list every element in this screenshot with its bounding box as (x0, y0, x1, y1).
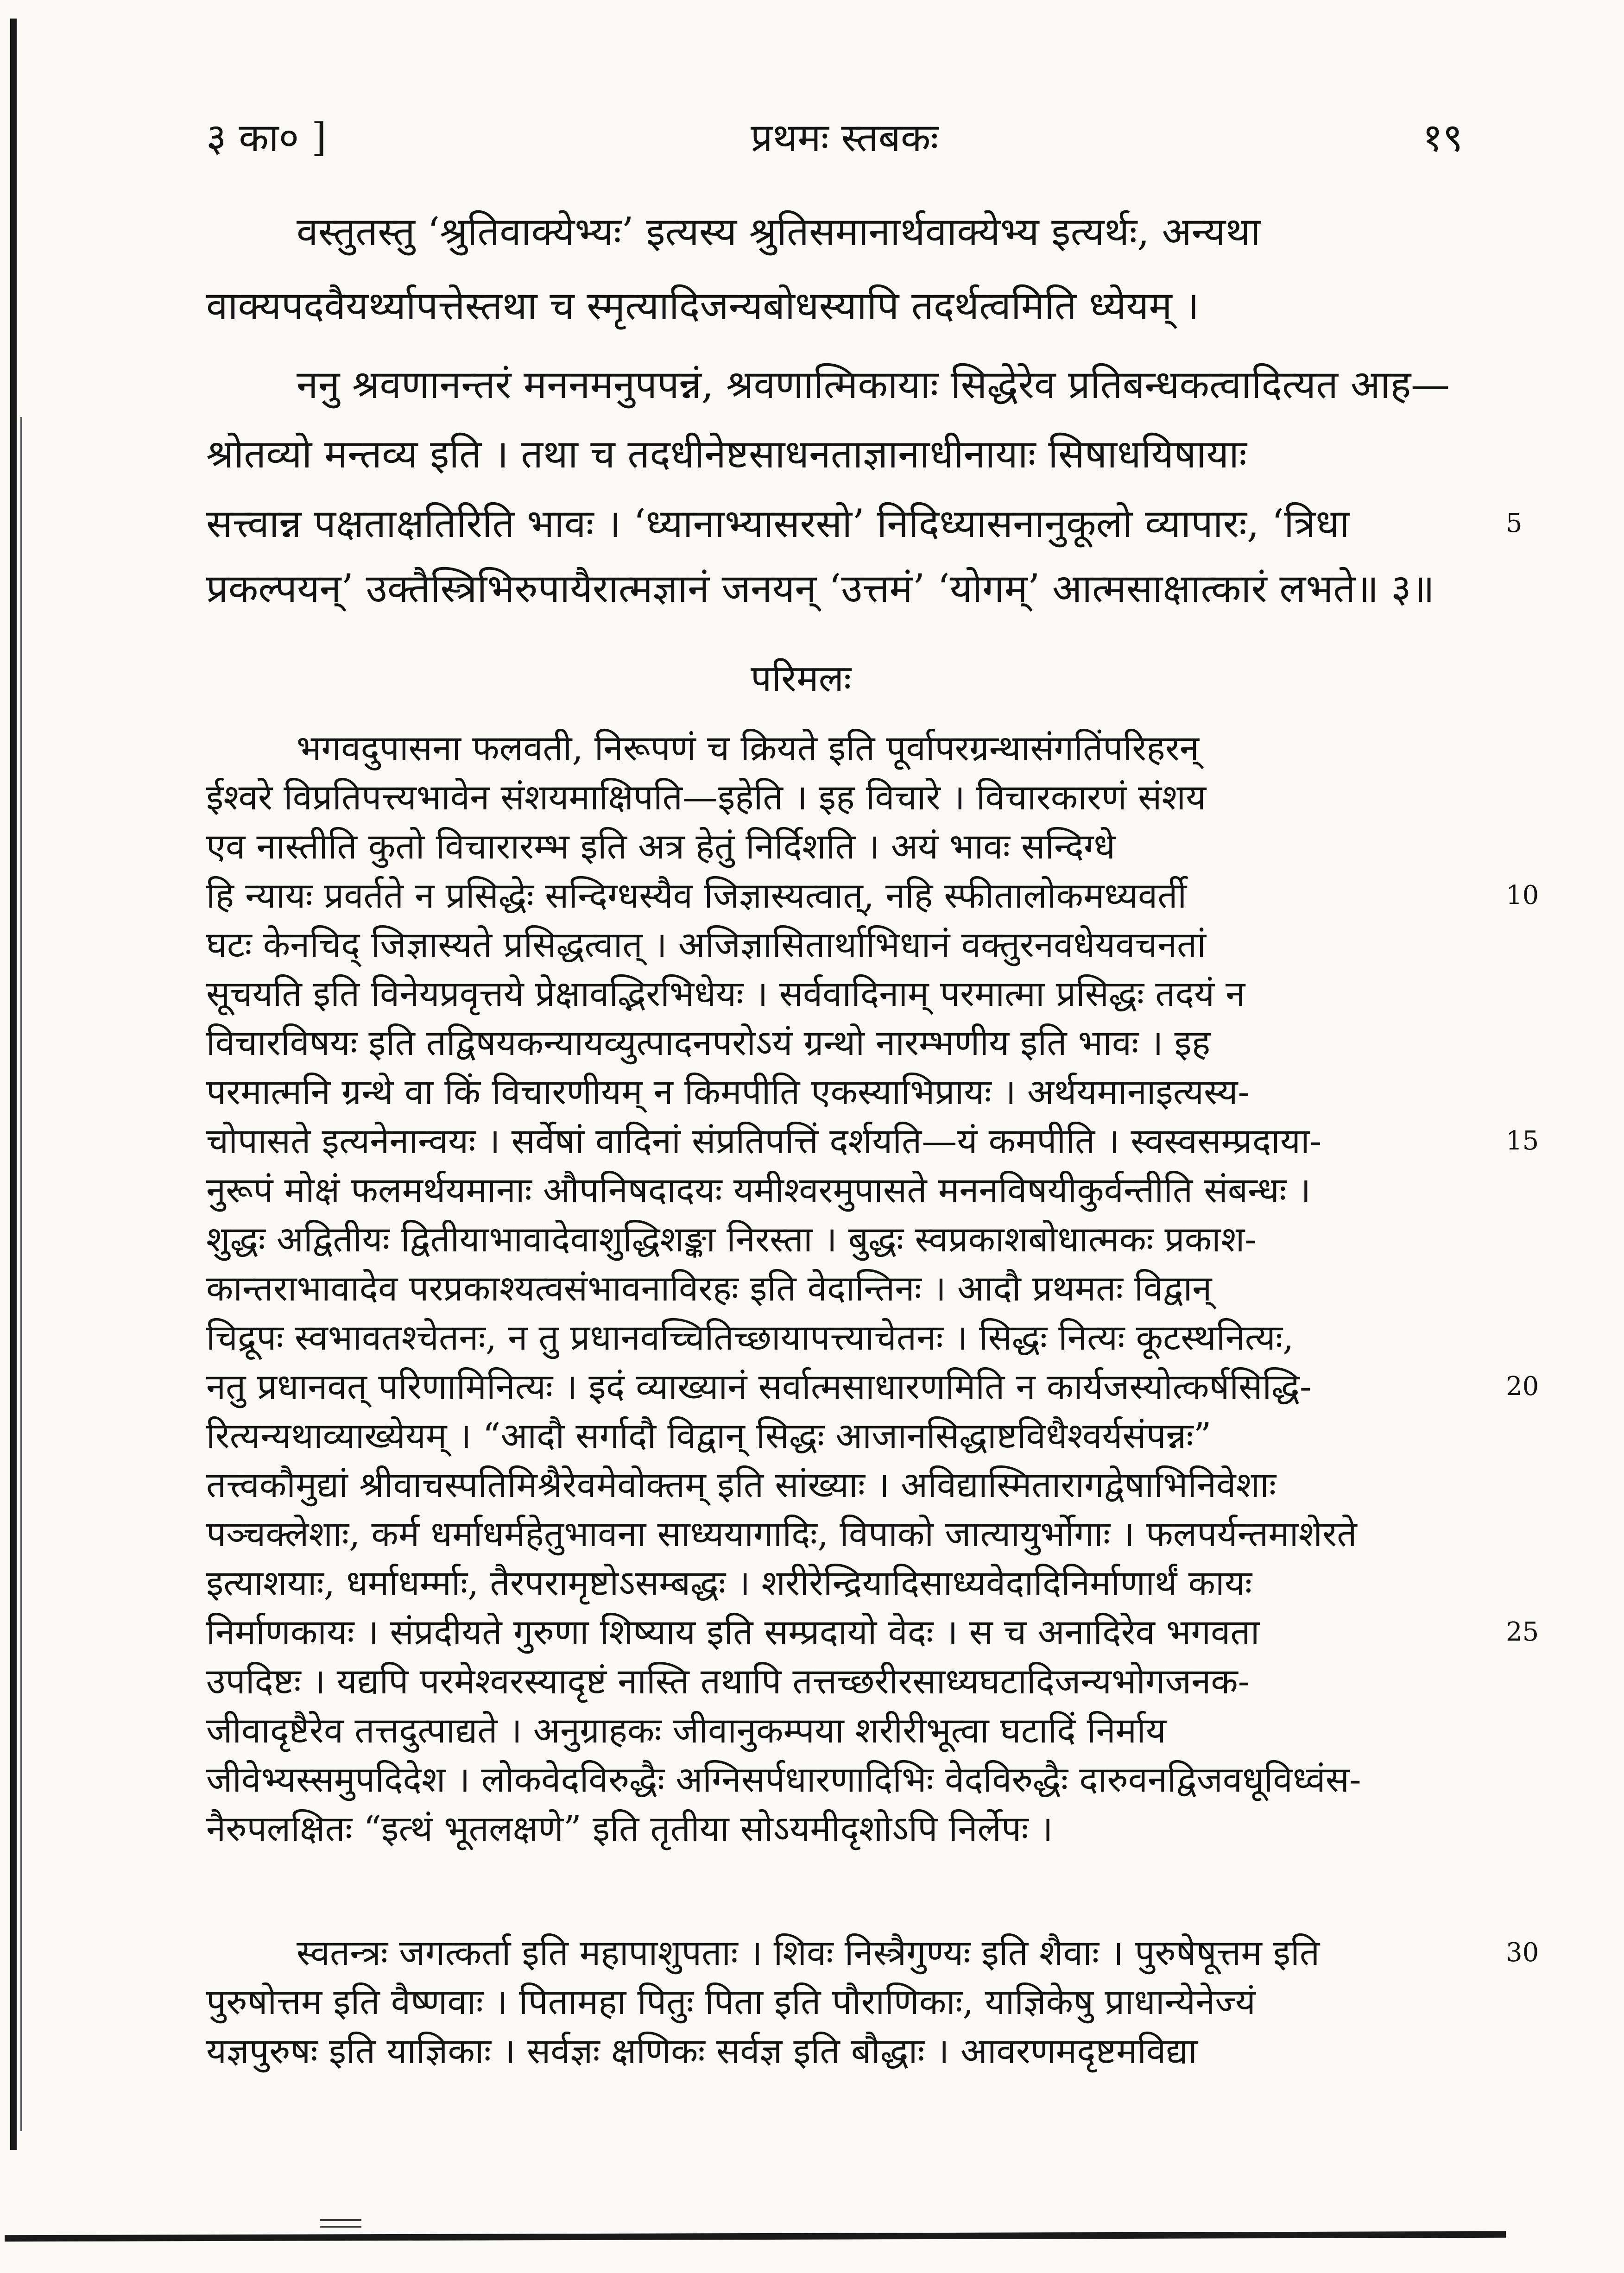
bottom-mark (320, 2226, 361, 2228)
margin-line-number: 15 (1506, 1126, 1539, 1156)
running-header-title: प्रथमः स्तबकः (751, 115, 939, 160)
parimala-line: जीवेभ्यस्समुपदिदेश । लोकवेदविरुद्धैः अग्निसर्पधारणादिभिः वेदविरुद्धैः दारुवनद्विजवधूविध्वंस- (206, 1759, 1361, 1800)
running-header-left: ३ का० ] (206, 115, 327, 160)
parimala-line: सूचयति इति विनेयप्रवृत्तये प्रेक्षावद्भिरभिधेयः । सर्ववादिनाम् परमात्मा प्रसिद्धः तदयं न (206, 973, 1245, 1014)
binding-rule (10, 19, 17, 2150)
margin-line-number: 30 (1506, 1938, 1539, 1968)
parimala-line: पुरुषोत्तम इति वैष्णवाः । पितामहा पितुः पिता इति पौराणिकाः, याज्ञिकेषु प्राधान्येनेज्यं (206, 1981, 1256, 2022)
parimala-line: विचारविषयः इति तद्विषयकन्यायव्युत्पादनपरोऽयं ग्रन्थो नारम्भणीय इति भावः । इह (206, 1022, 1211, 1063)
parimala-line: जीवादृष्टैरेव तत्तदुत्पाद्यते । अनुग्राहकः जीवानुकम्पया शरीरीभूत्वा घटादिं निर्माय (206, 1710, 1166, 1751)
parimala-line: स्वतन्त्रः जगत्कर्ता इति महापाशुपताः । शिवः निस्त्रैगुण्यः इति शैवाः । पुरुषेषूत्तम इति (297, 1932, 1320, 1973)
binding-edge (0, 0, 32, 2273)
parimala-line: इत्याशयाः, धर्माधर्म्माः, तैरपरामृष्टोऽसम्बद्धः । शरीरेन्द्रियादिसाध्यवेदादिनिर्माणार्थं कायः (206, 1562, 1252, 1604)
parimala-line: परमात्मनि ग्रन्थे वा किं विचारणीयम् न किमपीति एकस्याभिप्रायः । अर्थयमानाइत्यस्य- (206, 1071, 1250, 1112)
parimala-line: कान्तराभावादेव परप्रकाश्यत्वसंभावनाविरहः इति वेदान्तिनः । आदौ प्रथमतः विद्वान् (206, 1268, 1212, 1309)
bottom-rule (5, 2231, 1506, 2241)
main-line: वाक्यपदवैयर्थ्यापत्तेस्तथा च स्मृत्यादिजन्यबोधस्यापि तदर्थत्वमिति ध्येयम् । (206, 283, 1200, 328)
binding-rule-thin (20, 417, 22, 2131)
parimala-line: पञ्चक्लेशाः, कर्म धर्माधर्महेतुभावना साध्ययागादिः, विपाको जात्यायुर्भोगाः । फलपर्यन्तमाशेरते (206, 1513, 1357, 1554)
parimala-line: रित्यन्यथाव्याख्येयम् । “आदौ सर्गादौ विद्वान् सिद्धः आजानसिद्धाष्टविधैश्वर्यसंपन्नः” (206, 1415, 1212, 1456)
page-number: १९ (1422, 115, 1463, 160)
parimala-line: यज्ञपुरुषः इति याज्ञिकाः । सर्वज्ञः क्षणिकः सर्वज्ञ इति बौद्धाः । आवरणमदृष्टमविद्या (206, 2030, 1197, 2071)
parimala-line: उपदिष्टः । यद्यपि परमेश्वरस्यादृष्टं नास्ति तथापि तत्तच्छरीरसाध्यघटादिजन्यभोगजनक- (206, 1661, 1250, 1702)
margin-line-number: 10 (1506, 880, 1539, 910)
parimala-line: हि न्यायः प्रवर्तते न प्रसिद्धेः सन्दिग्धस्यैव जिज्ञास्यत्वात्, नहि स्फीतालोकमध्यवर्ती (206, 875, 1187, 916)
main-line: सत्त्वान्न पक्षताक्षतिरिति भावः । ‘ध्यानाभ्यासरसो’ निदिध्यासनानुकूलो व्यापारः, ‘त्रिधा (206, 501, 1350, 546)
parimala-line: एव नास्तीति कुतो विचारारम्भ इति अत्र हेतुं निर्दिशति । अयं भावः सन्दिग्धे (206, 826, 1116, 867)
parimala-line: चोपासते इत्यनेनान्वयः । सर्वेषां वादिनां संप्रतिपत्तिं दर्शयति—यं कमपीति । स्वस्वसम्प्रदाया- (206, 1120, 1322, 1162)
parimala-line: भगवदुपासना फलवती, निरूपणं च क्रियते इति पूर्वापरग्रन्थासंगतिंपरिहरन् (297, 727, 1199, 769)
parimala-heading: परिमलः (751, 657, 852, 700)
margin-line-number: 25 (1506, 1617, 1539, 1647)
parimala-line: नैरुपलक्षितः “इत्थं भूतलक्षणे” इति तृतीया सोऽयमीदृशोऽपि निर्लेपः । (206, 1808, 1053, 1849)
bottom-mark (320, 2219, 361, 2221)
margin-line-number: 5 (1506, 508, 1523, 538)
main-line: प्रकल्पयन्’ उक्तैस्त्रिभिरुपायैरात्मज्ञानं जनयन् ‘उत्तमं’ ‘योगम्’ आत्मसाक्षात्कारं लभते॥ ३॥ (206, 566, 1435, 611)
parimala-line: तत्त्वकौमुद्यां श्रीवाचस्पतिमिश्रैरेवमेवोक्तम् इति सांख्याः । अविद्यास्मितारागद्वेषाभिनिवेशाः (206, 1464, 1276, 1505)
parimala-line: शुद्धः अद्वितीयः द्वितीयाभावादेवाशुद्धिशङ्का निरस्ता । बुद्धः स्वप्रकाशबोधात्मकः प्रकाश- (206, 1219, 1257, 1260)
main-line: वस्तुतस्तु ‘श्रुतिवाक्येभ्यः’ इत्यस्य श्रुतिसमानार्थवाक्येभ्य इत्यर्थः, अन्यथा (297, 209, 1261, 254)
main-line: श्रोतव्यो मन्तव्य इति । तथा च तदधीनेष्टसाधनताज्ञानाधीनायाः सिषाधयिषायाः (206, 431, 1247, 477)
parimala-line: निर्माणकायः । संप्रदीयते गुरुणा शिष्याय इति सम्प्रदायो वेदः । स च अनादिरेव भगवता (206, 1611, 1260, 1653)
parimala-line: घटः केनचिद् जिज्ञास्यते प्रसिद्धत्वात् । अजिज्ञासितार्थाभिधानं वक्तुरनवधेयवचनतां (206, 924, 1206, 965)
margin-line-number: 20 (1506, 1371, 1539, 1402)
parimala-line: नतु प्रधानवत् परिणामिनित्यः । इदं व्याख्यानं सर्वात्मसाधारणमिति न कार्यजस्योत्कर्षसिद्धि- (206, 1366, 1312, 1407)
parimala-line: ईश्वरे विप्रतिपत्त्यभावेन संशयमाक्षिपति—इहेति । इह विचारे । विचारकारणं संशय (206, 777, 1207, 818)
main-line: ननु श्रवणानन्तरं मननमनुपपन्नं, श्रवणात्मिकायाः सिद्धेरेव प्रतिबन्धकत्वादित्यत आह— (297, 362, 1450, 407)
parimala-line: नुरूपं मोक्षं फलमर्थयमानाः औपनिषदादयः यमीश्वरमुपासते मननविषयीकुर्वन्तीति संबन्धः । (206, 1169, 1311, 1211)
parimala-line: चिद्रूपः स्वभावतश्चेतनः, न तु प्रधानवच्चितिच्छायापत्त्याचेतनः । सिद्धः नित्यः कूटस्थनित्यः, (206, 1317, 1294, 1358)
